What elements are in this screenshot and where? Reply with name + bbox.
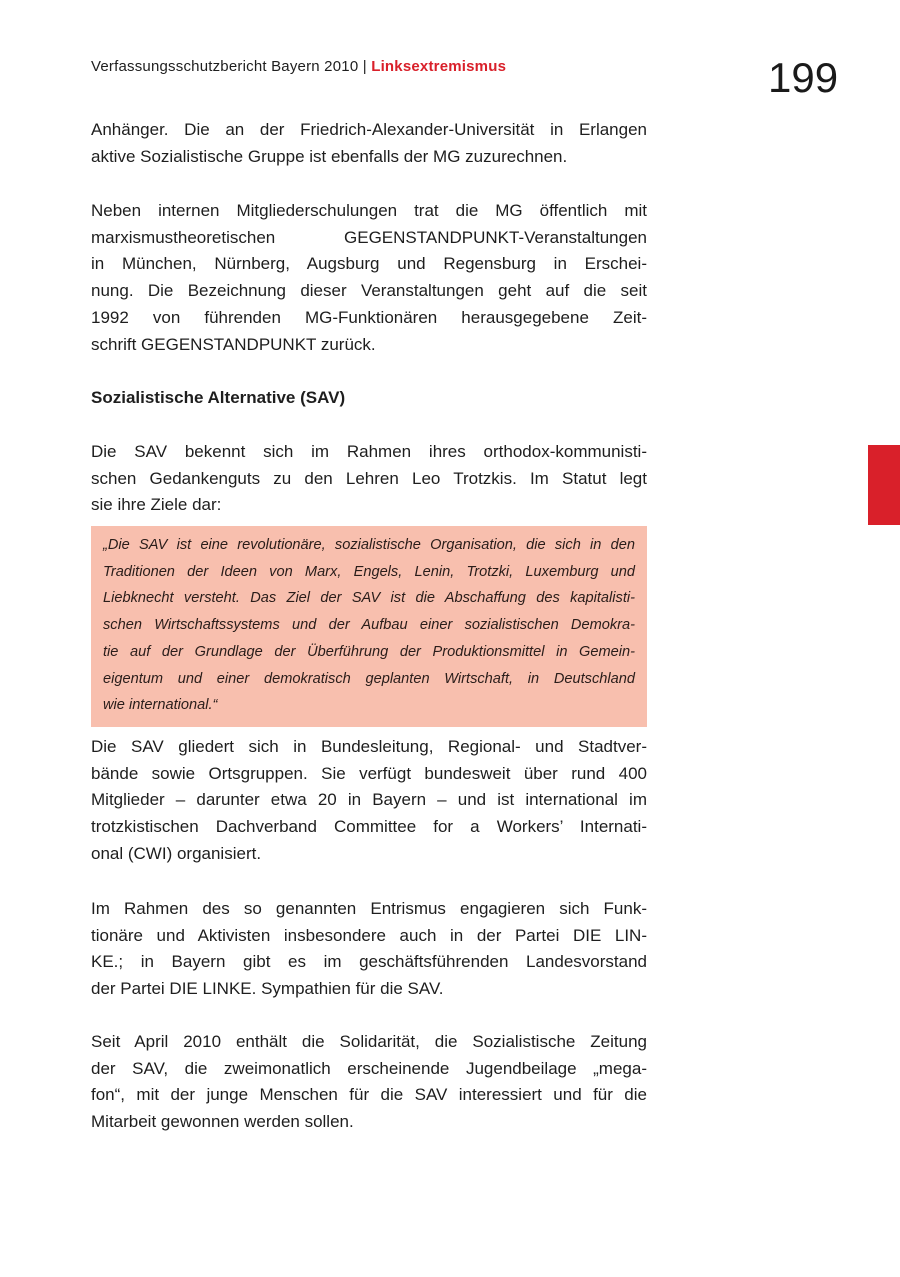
text-line: tie auf der Grundlage der Überführung der Produktionsmittel in Gemein-: [103, 643, 635, 660]
header-separator: |: [358, 58, 372, 75]
text-line: der SAV, die zweimonatlich erscheinende Jugendbeilage „mega-: [91, 1058, 647, 1078]
paragraph: [91, 117, 647, 170]
text-line: schrift GEGENSTANDPUNKT zurück.: [91, 334, 376, 354]
text-line: „Die SAV ist eine revolutionäre, sozialistische Organisation, die sich in den: [103, 537, 635, 553]
text-line: Liebknecht versteht. Das Ziel der SAV ist die Abschaffung des kapitalisti-: [103, 590, 635, 607]
text-line: Im Rahmen des so genannten Entrismus engagieren sich Funk-: [91, 899, 647, 918]
text-line: Mitarbeit gewonnen werden sollen.: [91, 1112, 354, 1132]
report-title: Verfassungsschutzbericht Bayern 2010: [91, 58, 359, 75]
page-number: 199: [768, 54, 839, 101]
section-title: Linksextremismus: [371, 58, 507, 75]
text-line: schen Wirtschaftssystems und der Aufbau einer sozialistischen Demokra-: [103, 617, 635, 634]
text-line: schen Gedankenguts zu den Lehren Leo Trotzkis. Im Statut legt: [91, 468, 647, 488]
text-line: Seit April 2010 enthält die Solidarität, die Sozialistische Zeitung: [91, 1032, 647, 1051]
text-line: nung. Die Bezeichnung dieser Veranstaltungen geht auf die seit: [91, 281, 647, 301]
text-line: bände sowie Ortsgruppen. Sie verfügt bundesweit über rund 400: [91, 763, 647, 783]
text-line: aktive Sozialistische Gruppe ist ebenfalls der MG zuzurechnen.: [91, 146, 568, 166]
text-line: fon“, mit der junge Menschen für die SAV interessiert und für die: [91, 1085, 647, 1105]
statute-quote: [91, 526, 647, 727]
text-line: trotzkistischen Dachverband Committee for a Workers’ Internati-: [91, 817, 647, 837]
paragraph: [91, 439, 647, 519]
text-line: Die SAV gliedert sich in Bundesleitung, Regional- und Stadtver-: [91, 737, 647, 756]
text-line: eigentum und einer demokratisch geplanten Wirtschaft, in Deutschland: [103, 670, 635, 687]
section-heading: Sozialistische Alternative (SAV): [91, 388, 346, 407]
text-line: Traditionen der Ideen von Marx, Engels, Lenin, Trotzki, Luxemburg und: [103, 563, 635, 580]
paragraph: [91, 734, 647, 868]
running-header: [91, 58, 506, 75]
paragraph: [91, 198, 647, 358]
text-line: Neben internen Mitgliederschulungen trat die MG öffentlich mit: [91, 201, 647, 220]
chapter-tab-marker: [868, 445, 900, 525]
text-line: sie ihre Ziele dar:: [91, 495, 222, 515]
text-line: marxismustheoretischen GEGENSTANDPUNKT-Veranstaltungen: [91, 227, 647, 247]
text-line: in München, Nürnberg, Augsburg und Regensburg in Erschei-: [91, 254, 647, 274]
paragraph: [91, 1029, 647, 1136]
text-line: tionäre und Aktivisten insbesondere auch in der Partei DIE LIN-: [91, 925, 647, 945]
paragraph: [91, 896, 647, 1003]
text-line: KE.; in Bayern gibt es im geschäftsführenden Landesvorstand: [91, 952, 647, 972]
text-line: der Partei DIE LINKE. Sympathien für die SAV.: [91, 979, 444, 999]
text-line: wie international.“: [103, 697, 218, 714]
text-line: Die SAV bekennt sich im Rahmen ihres orthodox-kommunisti-: [91, 442, 647, 461]
text-line: 1992 von führenden MG-Funktionären herausgegebene Zeit-: [91, 307, 647, 327]
text-line: Mitglieder – darunter etwa 20 in Bayern – und ist international im: [91, 790, 647, 810]
text-line: Anhänger. Die an der Friedrich-Alexander-Universität in Erlangen: [91, 120, 647, 139]
text-line: onal (CWI) organisiert.: [91, 843, 262, 863]
